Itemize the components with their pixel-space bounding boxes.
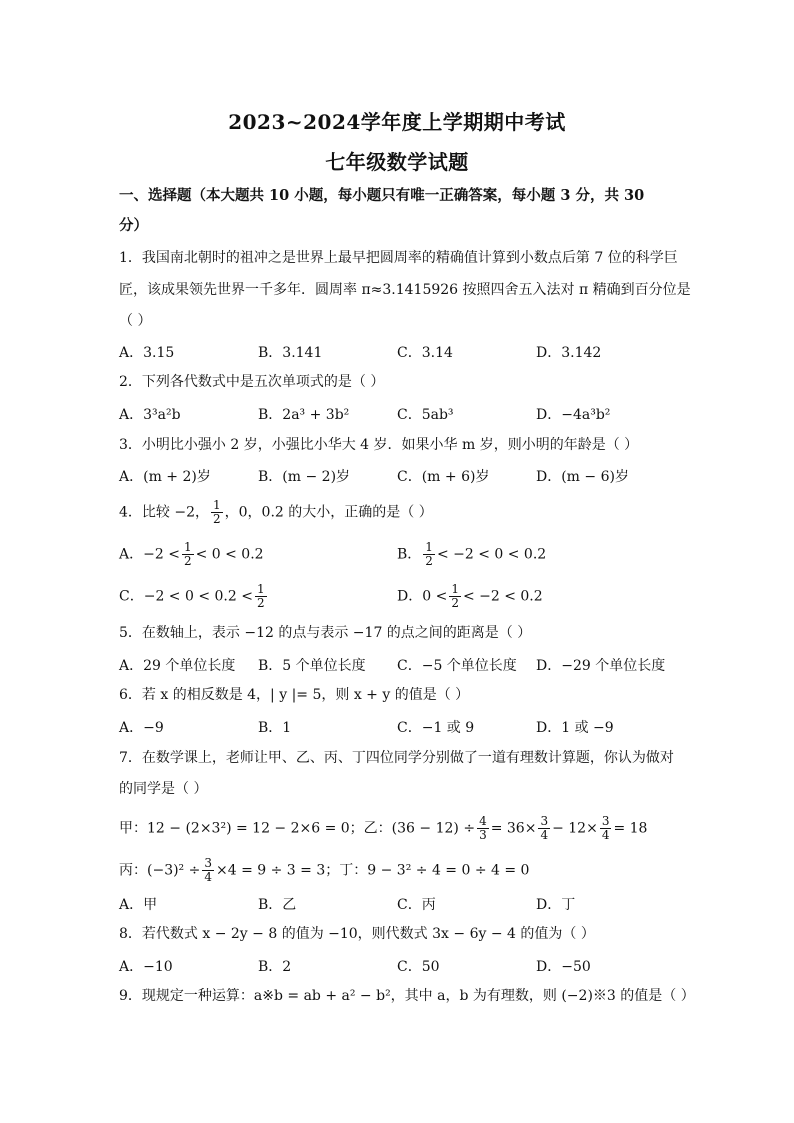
question-8-options (119, 956, 699, 978)
stem-text-b: ，0，0.2 的大小，正确的是（ ） (224, 504, 433, 521)
option-a: A．3³a²b (119, 407, 181, 423)
option-d: D．3.142 (536, 345, 602, 361)
question-3-options (119, 466, 699, 488)
question-5-options (119, 655, 699, 677)
question-7-work-bing-ding (119, 857, 679, 884)
option-d: D．−4a³b² (536, 407, 611, 423)
question-1-line-2: 匠，该成果领先世界一千多年．圆周率 π≈3.1415926 按照四舍五入法对 π 精确到百分位是 (119, 282, 691, 298)
fraction (477, 815, 489, 842)
work-text-a: 甲：12 − (2×3²) = 12 − 2×6 = 0；乙：(36 − 12) ÷ (119, 820, 476, 837)
option-b: B．5 个单位长度 (258, 658, 366, 674)
option-c: C．3.14 (397, 345, 453, 361)
fraction-half (423, 541, 435, 568)
option-b-text-a: B． (397, 546, 422, 563)
option-a: A．−9 (119, 720, 164, 736)
option-d: D．−50 (536, 959, 591, 975)
option-b: B．乙 (258, 897, 297, 913)
fraction-denominator: 2 (183, 554, 192, 568)
fraction-numerator: 1 (425, 540, 433, 554)
question-4-options-row-1 (119, 540, 699, 568)
option-d (397, 583, 543, 610)
question-2-options (119, 404, 699, 426)
fraction-half (211, 499, 223, 526)
fraction-denominator: 3 (479, 828, 487, 842)
option-d-text-b: < −2 < 0.2 (462, 588, 543, 605)
exam-subtitle: 七年级数学试题 (325, 150, 469, 174)
option-c: C．−1 或 9 (397, 720, 475, 736)
option-d: D．丁 (536, 897, 576, 913)
question-1-line-1: 1．我国南北朝时的祖冲之是世界上最早把圆周率的精确值计算到小数点后第 7 位的科学巨 (119, 250, 678, 266)
question-6-stem: 6．若 x 的相反数是 4，| y |= 5，则 x + y 的值是（ ） (119, 687, 470, 703)
question-2-stem: 2．下列各代数式中是五次单项式的是（ ） (119, 374, 385, 390)
option-c (119, 583, 269, 610)
work-text-a: 丙：(−3)² ÷ (119, 862, 201, 879)
question-4-stem (119, 499, 679, 526)
option-d: D．−29 个单位长度 (536, 658, 666, 674)
fraction-numerator: 1 (256, 582, 265, 596)
option-a: A．(m + 2)岁 (119, 469, 211, 485)
option-a: A．29 个单位长度 (119, 658, 236, 674)
fraction-denominator: 2 (213, 512, 221, 526)
fraction-denominator: 4 (601, 828, 610, 842)
fraction-numerator: 1 (213, 498, 221, 512)
fraction-denominator: 2 (256, 596, 265, 610)
option-b-text-b: < −2 < 0 < 0.2 (436, 546, 547, 563)
fraction-half (449, 583, 461, 610)
question-1-options (119, 342, 699, 364)
option-b: B．1 (258, 720, 292, 736)
fraction-numerator: 3 (601, 814, 610, 828)
option-b (397, 541, 546, 568)
option-b: B．2 (258, 959, 292, 975)
work-text-b: ×4 = 9 ÷ 3 = 3；丁：9 − 3² ÷ 4 = 0 ÷ 4 = 0 (216, 862, 530, 879)
fraction-denominator: 4 (540, 828, 549, 842)
work-text-b: = 36× (490, 820, 537, 837)
question-7-options (119, 894, 699, 916)
option-d-text-a: D．0 < (397, 588, 448, 605)
section-heading: 一、选择题（本大题共 10 小题，每小题只有唯一正确答案，每小题 3 分，共 30 (119, 187, 645, 204)
question-7-line-1: 7．在数学课上，老师让甲、乙、丙、丁四位同学分别做了一道有理数计算题，你认为做对 (119, 750, 674, 766)
section-heading-cont: 分） (119, 217, 148, 234)
option-a-text-a: A．−2 < (119, 546, 180, 563)
work-text-d: = 18 (613, 820, 648, 837)
work-text-c: − 12× (552, 820, 598, 837)
question-6-options (119, 717, 699, 739)
question-5-stem: 5．在数轴上，表示 −12 的点与表示 −17 的点之间的距离是（ ） (119, 625, 532, 641)
question-9-stem: 9．现规定一种运算：a※b = ab + a² − b²，其中 a，b 为有理数，则 (−2)※3 的值是（ ） (119, 988, 695, 1004)
option-c: C．(m + 6)岁 (397, 469, 490, 485)
fraction (600, 815, 612, 842)
question-1-line-3: （ ） (119, 313, 152, 329)
fraction-half (182, 541, 194, 568)
question-8-stem: 8．若代数式 x − 2y − 8 的值为 −10，则代数式 3x − 6y − 4 的值为（ ） (119, 926, 595, 942)
option-c: C．−5 个单位长度 (397, 658, 517, 674)
fraction-denominator: 2 (451, 596, 459, 610)
stem-text-a: 4．比较 −2， (119, 504, 209, 521)
option-b: B．3.141 (258, 345, 323, 361)
fraction-numerator: 1 (183, 540, 192, 554)
fraction-numerator: 4 (479, 814, 487, 828)
fraction (202, 857, 214, 884)
option-b: B．(m − 2)岁 (258, 469, 351, 485)
question-4-options-row-2 (119, 582, 699, 610)
option-a-text-b: < 0 < 0.2 (195, 546, 264, 563)
option-c: C．50 (397, 959, 440, 975)
fraction-half (255, 583, 267, 610)
fraction (538, 815, 550, 842)
exam-title: 2023~2024学年度上学期期中考试 (228, 110, 566, 134)
option-b: B．2a³ + 3b² (258, 407, 350, 423)
option-a (119, 541, 264, 568)
question-7-work-jia-yi (119, 815, 679, 842)
question-7-line-2: 的同学是（ ） (119, 781, 208, 797)
option-c: C．5ab³ (397, 407, 454, 423)
option-d: D．(m − 6)岁 (536, 469, 629, 485)
fraction-denominator: 2 (425, 554, 433, 568)
option-a: A．甲 (119, 897, 158, 913)
fraction-numerator: 1 (451, 582, 459, 596)
fraction-denominator: 4 (204, 870, 212, 884)
option-c-text-a: C．−2 < 0 < 0.2 < (119, 588, 253, 605)
fraction-numerator: 3 (204, 856, 212, 870)
option-d: D．1 或 −9 (536, 720, 614, 736)
fraction-numerator: 3 (540, 814, 549, 828)
option-c: C．丙 (397, 897, 436, 913)
option-a: A．3.15 (119, 345, 175, 361)
question-3-stem: 3．小明比小强小 2 岁，小强比小华大 4 岁．如果小华 m 岁，则小明的年龄是（ ） (119, 437, 639, 453)
option-a: A．−10 (119, 959, 173, 975)
